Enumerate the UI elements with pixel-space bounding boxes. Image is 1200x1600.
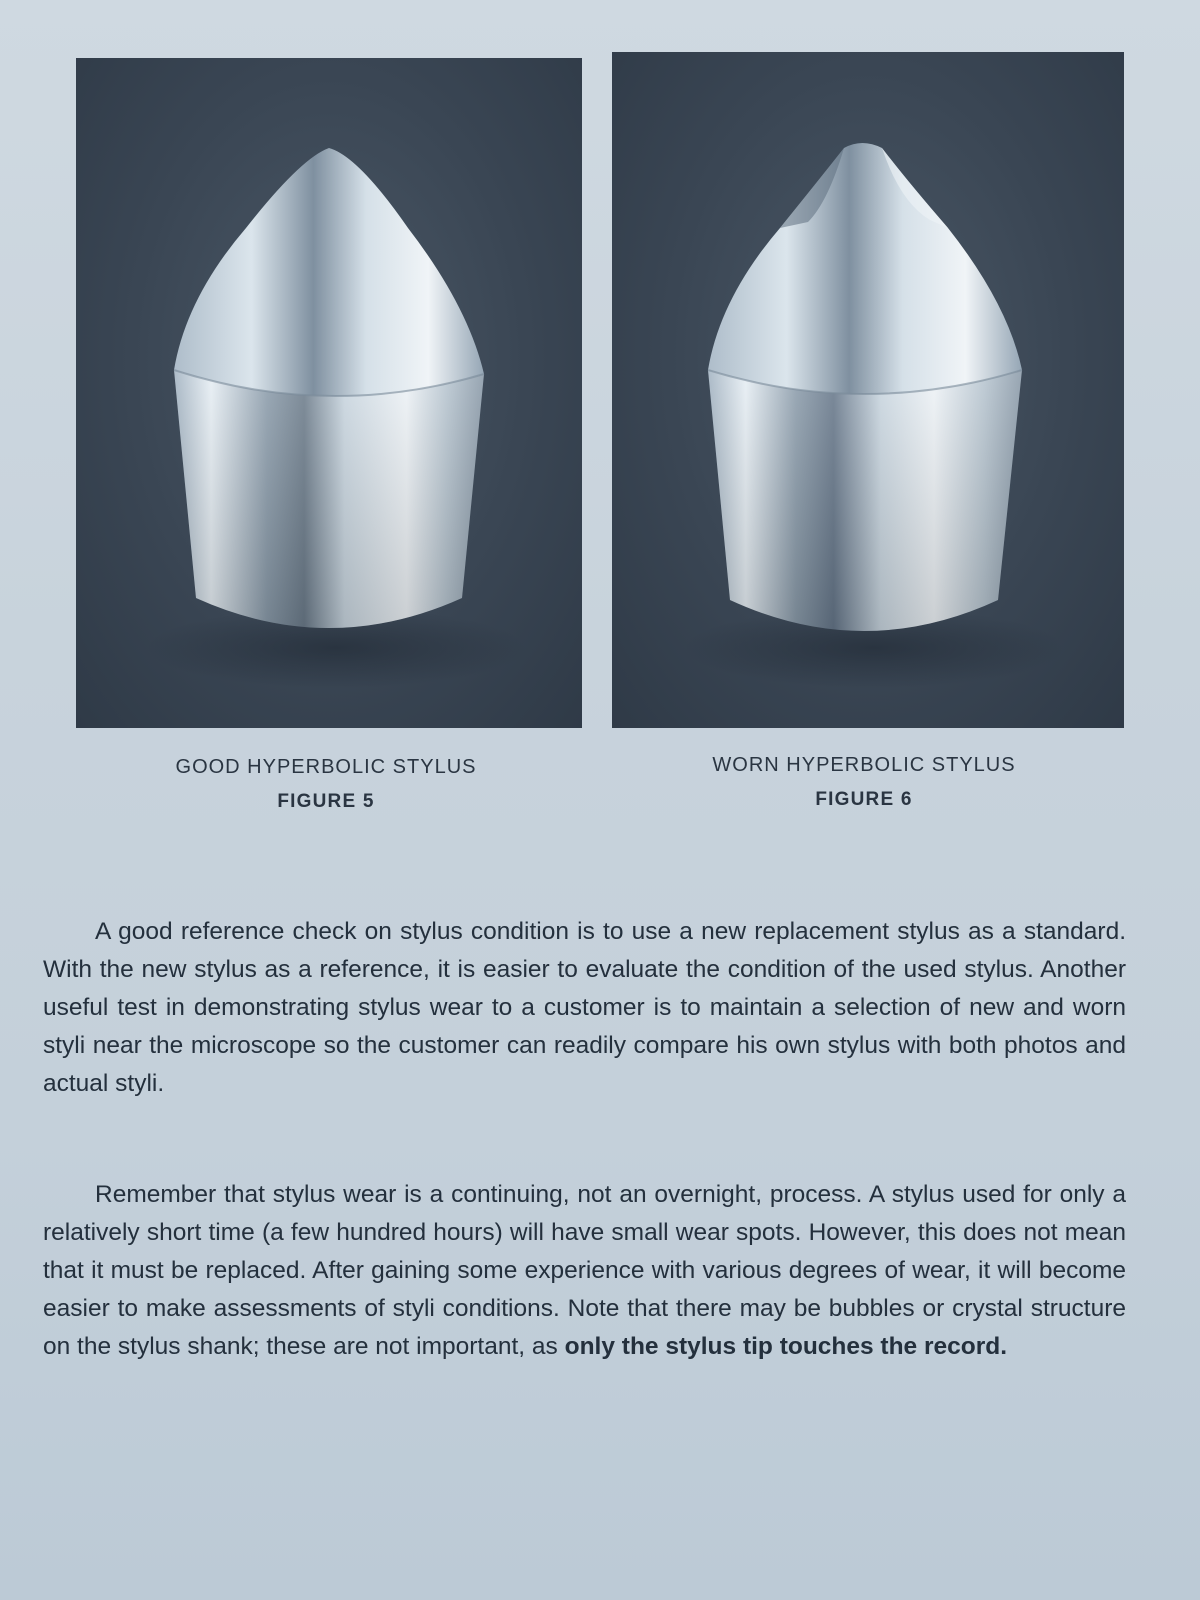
figure-6-caption: [654, 754, 1074, 811]
worn-stylus-photo: [612, 52, 1124, 728]
paragraph-stylus-wear-emphasis: only the stylus tip touches the record.: [564, 1333, 1008, 1360]
figure-5-title: GOOD HYPERBOLIC STYLUS: [175, 756, 477, 778]
figure-6-label: FIGURE 6: [815, 789, 913, 810]
good-stylus-photo: [76, 58, 582, 728]
figure-6-title: WORN HYPERBOLIC STYLUS: [712, 754, 1016, 776]
paragraph-reference-check: A good reference check on stylus condition is to use a new replacement stylus as a standard. With the new stylus as a reference, it is easier to evaluate the condition of the used stylus. Another useful test in demonstrating stylus wear to a customer is to maintain a selection of new and worn styli near the microscope so the customer can readily compare his own stylus with both photos and actual styli.: [43, 918, 1126, 1097]
paragraph-stylus-wear: [43, 1176, 1126, 1366]
paragraph-stylus-wear-text: Remember that stylus wear is a continuing, not an overnight, process. A stylus used for only a relatively short time (a few hundred hours) will have small wear spots. However, this does not mean that it must be replaced. After gaining some experience with various degrees of wear, it will become easier to make assessments of styli conditions. Note that there may be bubbles or crystal structure on the stylus shank; these are not important, as: [43, 1181, 1126, 1360]
figure-5-label: FIGURE 5: [277, 791, 375, 812]
figure-5-caption: [116, 756, 536, 813]
